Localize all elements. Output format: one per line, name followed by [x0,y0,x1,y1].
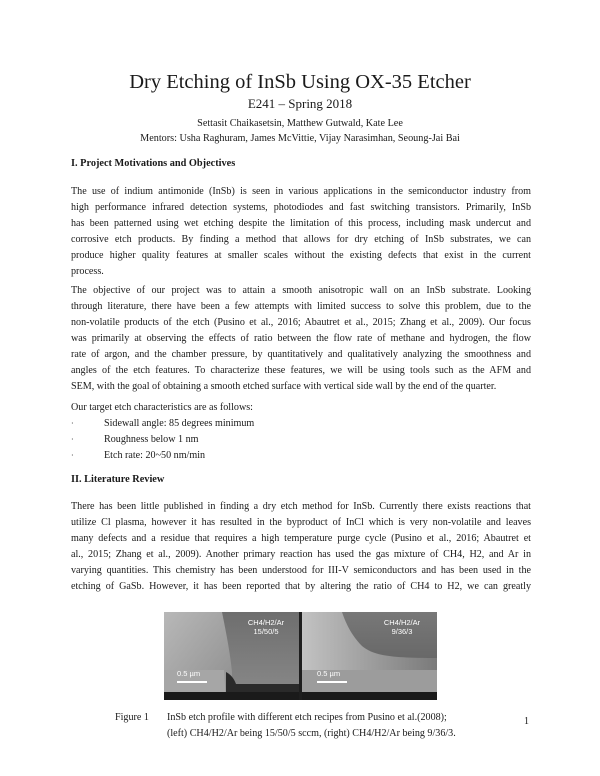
text-line: varying quantities. This chemistry has been understood for III-V semiconductors and has been used in the [71,565,531,576]
text-line: angles of the etch features. To characterize these features, we will be using tools such as the AFM and [71,365,531,376]
targets-intro [71,400,531,416]
text-line: produce higher quality features at smaller scales without the existing defects that exist in the current [71,250,531,261]
list-item [71,448,254,464]
mentor-list: Mentors: Usha Raghuram, James McVittie, Vijay Narasimhan, Seoung-Jai Bai [140,133,460,144]
list-item-text: Etch rate: 20~50 nm/min [104,450,206,461]
sem-figure [164,612,437,700]
caption-line: (left) CH4/H2/Ar being 15/50/5 sccm, (right) CH4/H2/Ar being 9/36/3. [167,728,456,739]
text-line: The objective of our project was to attain a smooth anisotropic wall on an InSb substrate. Looking [71,285,531,296]
scale-label-left: 0.5 µm [177,669,201,678]
caption-number: Figure 1 [115,712,149,723]
text-line: rate of argon, and the chamber pressure, by quantitatively and qualitatively analyzing the smoothness and [71,349,531,360]
text-line: Our target etch characteristics are as follows: [71,402,253,413]
author-list: Settasit Chaikasetsin, Matthew Gutwald, Kate Lee [197,118,403,129]
scale-label-right: 0.5 µm [317,669,341,678]
recipe-gases: CH4/H2/Ar [383,618,421,627]
recipe-gases: CH4/H2/Ar [247,618,285,627]
recipe-ratio: 9/36/3 [391,626,413,636]
course-line: E241 – Spring 2018 [247,96,353,111]
list-item [71,432,254,448]
list-item-text: Roughness below 1 nm [104,434,199,445]
section-heading-literature: II. Literature Review [71,474,165,485]
paragraph-intro [71,184,531,280]
bullet-glyph: · [71,451,74,460]
list-item-text: Sidewall angle: 85 degrees minimum [104,418,255,429]
text-line: There has been little published in finding a dry etch method for InSb. Currently there exists reactions that [71,501,531,512]
paper-title: Dry Etching of InSb Using OX-35 Etcher [129,71,471,93]
text-line: many defects and a residue that requires a high temperature purge cycle (Pusino et al., 2016; Abautret et [71,533,531,544]
recipe-label-left [242,619,290,636]
text-line: high performance infrared detection systems, photodiodes and fast switching transistors. Primarily, InSb [71,202,531,213]
text-line: has been patterned using wet etching despite the limitation of this process, including mask undercut and [71,218,531,229]
text-line: corrosive etch products. By finding a method that allows for dry etching of InSb substrates, we can [71,234,531,245]
text-line: al., 2015; Zhang et al., 2009). Another primary reaction has used the gas mixture of CH4, H2, and Ar in [71,549,531,560]
paragraph-literature [71,499,531,595]
text-line: was primarily at observing the effects of ratio between the flow rate of methane and hydrogen, the flow [71,333,531,344]
scale-bar-right [317,681,347,683]
text-line: through literature, there have been a few attempts with limited success to solve this problem, due to the [71,301,531,312]
text-line: non-volatile products of the etch (Pusino et al., 2016; Abautret et al., 2015; Zhang et al., 2009). Our focus [71,317,531,328]
text-line: SEM, with the goal of obtaining a smooth etched surface with vertical side wall by the end of the quarter. [71,381,497,392]
sem-panel-left [164,612,299,700]
section-heading-motivations: I. Project Motivations and Objectives [71,158,236,169]
paragraph-objective [71,283,531,395]
scale-bar-left [177,681,207,683]
sem-panel-right [302,612,437,700]
page-number: 1 [524,716,529,727]
recipe-ratio: 15/50/5 [253,626,279,636]
target-list [71,416,254,464]
bullet-glyph: · [71,419,74,428]
text-line: process. [71,266,104,277]
caption-text [167,710,497,742]
bullet-glyph: · [71,435,74,444]
caption-line: InSb etch profile with different etch recipes from Pusino et al.(2008); [167,712,447,723]
recipe-label-right [378,619,426,636]
text-line: etching of GaSb. However, it has been reported that by altering the ratio of CH4 to H2, we can greatly [71,581,531,592]
list-item [71,416,254,432]
text-line: The use of indium antimonide (InSb) is seen in various applications in the semiconductor industry from [71,186,531,197]
text-line: utilize Cl plasma, however it has resulted in the byproduct of InCl which is very non-volatile and leaves [71,517,531,528]
